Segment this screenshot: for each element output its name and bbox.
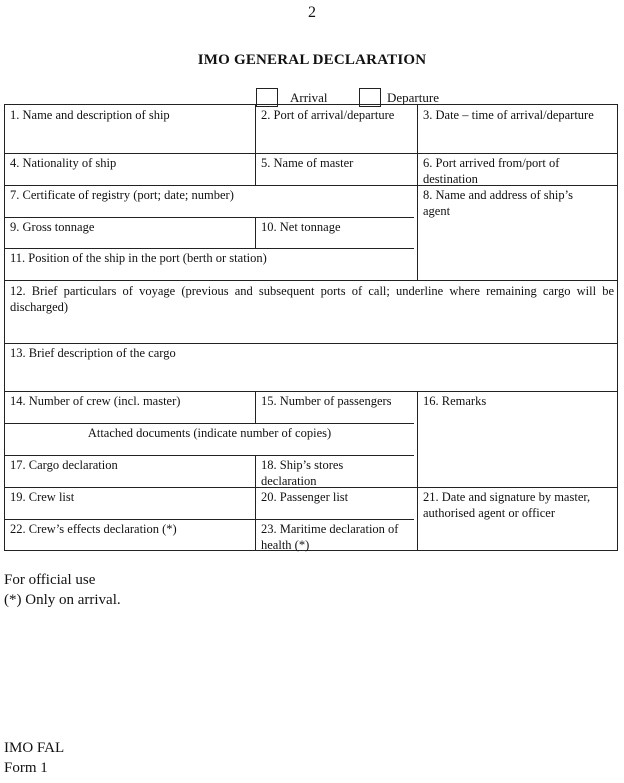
field-11-position-in-port[interactable]: 11. Position of the ship in the port (berth or station): [10, 251, 267, 265]
field-10-net-tonnage[interactable]: 10. Net tonnage: [261, 220, 341, 234]
field-22-crew-effects[interactable]: 22. Crew’s effects declaration (*): [10, 522, 177, 536]
attached-documents-heading: Attached documents (indicate number of copies): [87, 426, 332, 440]
field-14-crew-count[interactable]: 14. Number of crew (incl. master): [10, 394, 181, 408]
field-18-stores-declaration[interactable]: 18. Ship’s stores declaration: [261, 458, 344, 488]
field-8-agent[interactable]: 8. Name and address of ship’s agent: [423, 188, 573, 218]
field-5-master-name[interactable]: 5. Name of master: [261, 156, 354, 170]
field-17-cargo-declaration[interactable]: 17. Cargo declaration: [10, 458, 118, 472]
arrival-only-note: (*) Only on arrival.: [4, 592, 121, 608]
field-12-voyage-particulars[interactable]: 12. Brief particulars of voyage (previous and subsequent ports of call; underline where remaining cargo will be discharged): [10, 284, 614, 314]
field-16-remarks[interactable]: 16. Remarks: [423, 394, 487, 408]
declaration-form-table: [4, 104, 618, 551]
field-15-passenger-count[interactable]: 15. Number of passengers: [261, 394, 392, 408]
field-7-certificate-registry[interactable]: 7. Certificate of registry (port; date; number): [10, 188, 234, 202]
field-3-date-time[interactable]: 3. Date – time of arrival/departure: [423, 108, 594, 122]
field-6-port-from-destination[interactable]: 6. Port arrived from/port of destination: [423, 156, 560, 186]
field-1-ship-name[interactable]: 1. Name and description of ship: [10, 108, 170, 122]
field-2-port[interactable]: 2. Port of arrival/departure: [261, 108, 395, 122]
departure-checkbox-label: Departure: [387, 90, 439, 105]
field-23-maritime-health[interactable]: 23. Maritime declaration of health (*): [261, 522, 399, 552]
page-number: 2: [308, 4, 316, 21]
field-9-gross-tonnage[interactable]: 9. Gross tonnage: [10, 220, 95, 234]
field-13-cargo-description[interactable]: 13. Brief description of the cargo: [10, 346, 176, 360]
official-use-label: For official use: [4, 572, 96, 588]
form-name: IMO FAL: [4, 740, 65, 756]
form-number: Form 1: [4, 760, 48, 776]
field-21-signature[interactable]: 21. Date and signature by master, authorised agent or officer: [423, 490, 591, 520]
field-20-passenger-list[interactable]: 20. Passenger list: [261, 490, 349, 504]
field-4-nationality[interactable]: 4. Nationality of ship: [10, 156, 117, 170]
page-title: IMO GENERAL DECLARATION: [197, 52, 427, 68]
arrival-checkbox-label: Arrival: [290, 90, 328, 105]
field-19-crew-list[interactable]: 19. Crew list: [10, 490, 75, 504]
